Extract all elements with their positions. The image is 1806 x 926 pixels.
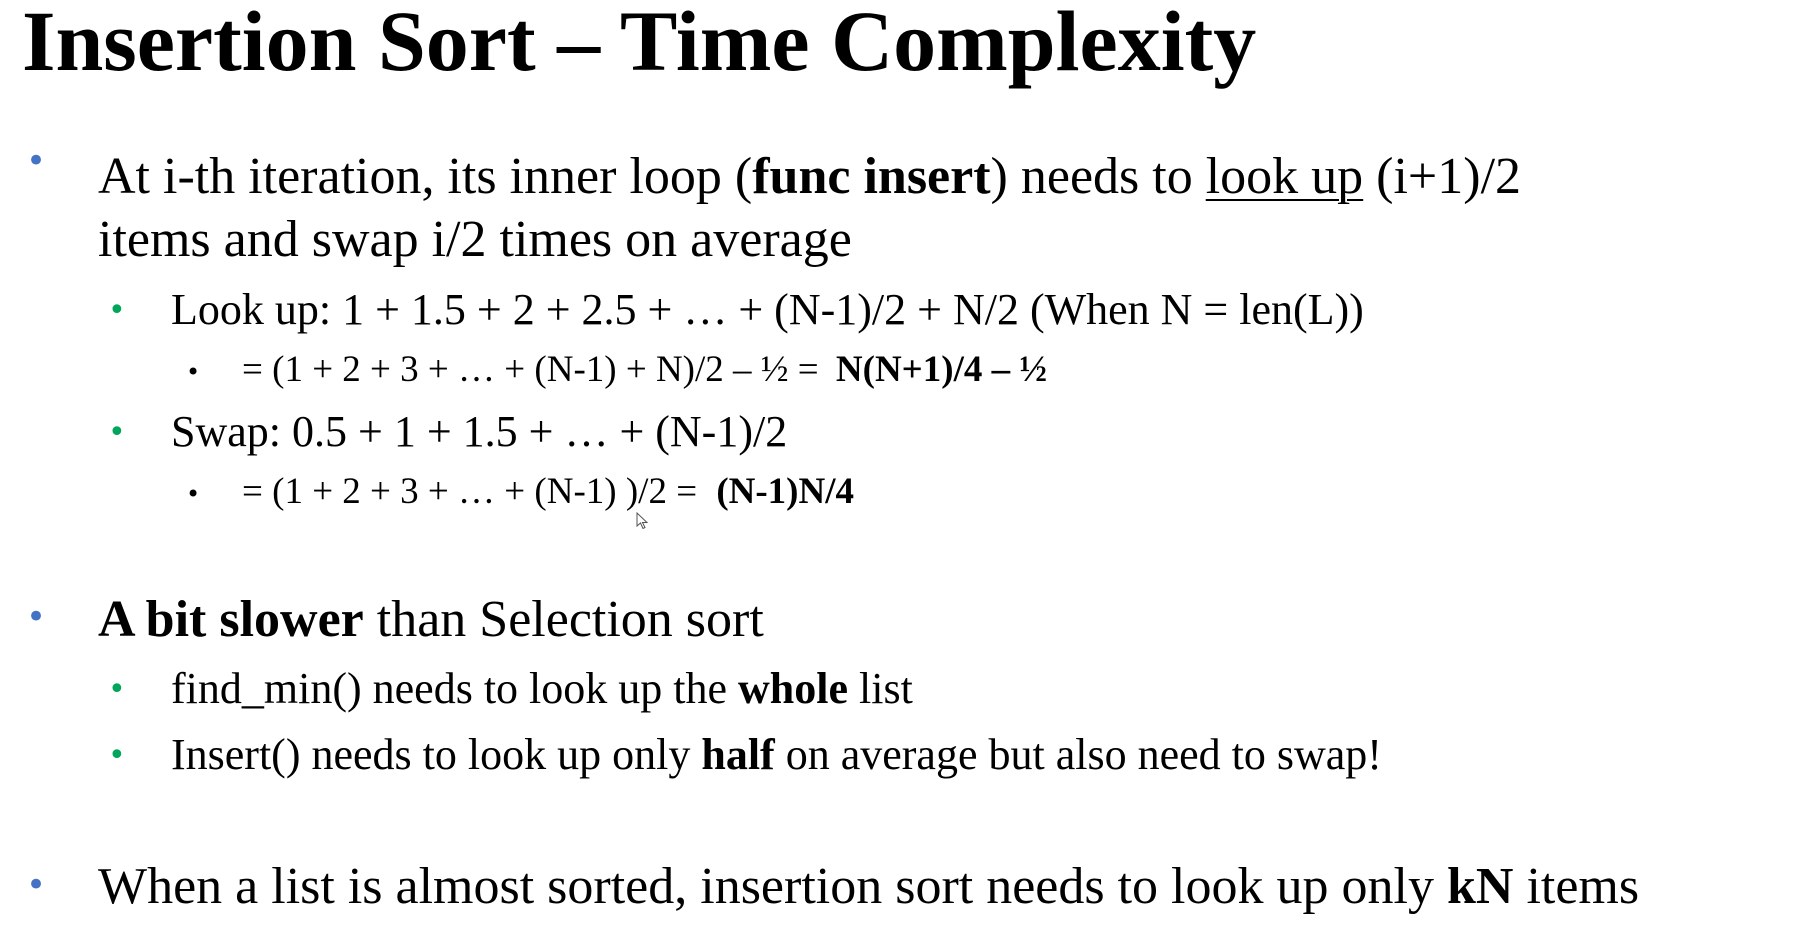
- point-2-text: than Selection sort: [363, 591, 764, 648]
- insert-text-end: on average but also need to swap!: [774, 730, 1382, 779]
- insert-bold-term: half: [701, 730, 775, 779]
- point-1-bold-term: func insert: [752, 148, 991, 205]
- find-min-bold-term: whole: [738, 664, 849, 713]
- swap-text: Swap: 0.5 + 1 + 1.5 + … + (N-1)/2: [171, 407, 788, 456]
- bullet-insert: •: [108, 738, 126, 773]
- point-3-bold-term: kN: [1446, 858, 1514, 915]
- point-3-line: [98, 855, 1639, 919]
- slide-title: Insertion Sort – Time Complexity: [22, 0, 1257, 89]
- mouse-cursor-icon: [636, 512, 648, 530]
- find-min-text: [171, 662, 913, 716]
- bullet-point-1: •: [26, 141, 47, 181]
- point-1-line-2: items and swap i/2 times on average: [98, 211, 852, 268]
- point-1-underlined-term: look up: [1205, 148, 1364, 205]
- lookup-formula-text: = (1 + 2 + 3 + … + (N-1) + N)/2 – ½ =: [242, 349, 828, 390]
- lookup-text: Look up: 1 + 1.5 + 2 + 2.5 + … + (N-1)/2 + N/2 (When N = len(L)): [171, 285, 1364, 334]
- lookup-formula-result: N(N+1)/4 – ½: [835, 349, 1048, 390]
- point-1-line-1: [98, 145, 1521, 209]
- bullet-lookup-formula: •: [186, 358, 201, 386]
- point-1-text-end: (i+1)/2: [1363, 148, 1522, 205]
- lookup-formula: [242, 347, 1047, 393]
- find-min-text-start: find_min() needs to look up the: [171, 664, 739, 713]
- point-1-text: At i-th iteration, its inner loop (: [98, 148, 753, 205]
- bullet-point-3: •: [26, 865, 47, 905]
- swap-formula-text: = (1 + 2 + 3 + … + (N-1) )/2 =: [242, 471, 707, 512]
- insert-text: [171, 728, 1382, 782]
- bullet-point-2: •: [26, 597, 47, 637]
- swap-formula: [242, 469, 854, 515]
- find-min-text-end: list: [848, 664, 913, 713]
- bullet-find-min: •: [108, 672, 126, 707]
- bullet-lookup: •: [108, 293, 126, 328]
- point-2-bold-term: A bit slower: [98, 591, 364, 648]
- point-2-line: [98, 588, 764, 652]
- point-1-text-mid: ) needs to: [990, 148, 1206, 205]
- point-3-text: When a list is almost sorted, insertion sort needs to look up only: [98, 858, 1447, 915]
- insert-text-start: Insert() needs to look up only: [171, 730, 702, 779]
- point-3-text-end: items: [1513, 858, 1640, 915]
- swap-formula-result: (N-1)N/4: [716, 471, 854, 512]
- bullet-swap-formula: •: [186, 480, 201, 508]
- bullet-swap: •: [108, 415, 126, 450]
